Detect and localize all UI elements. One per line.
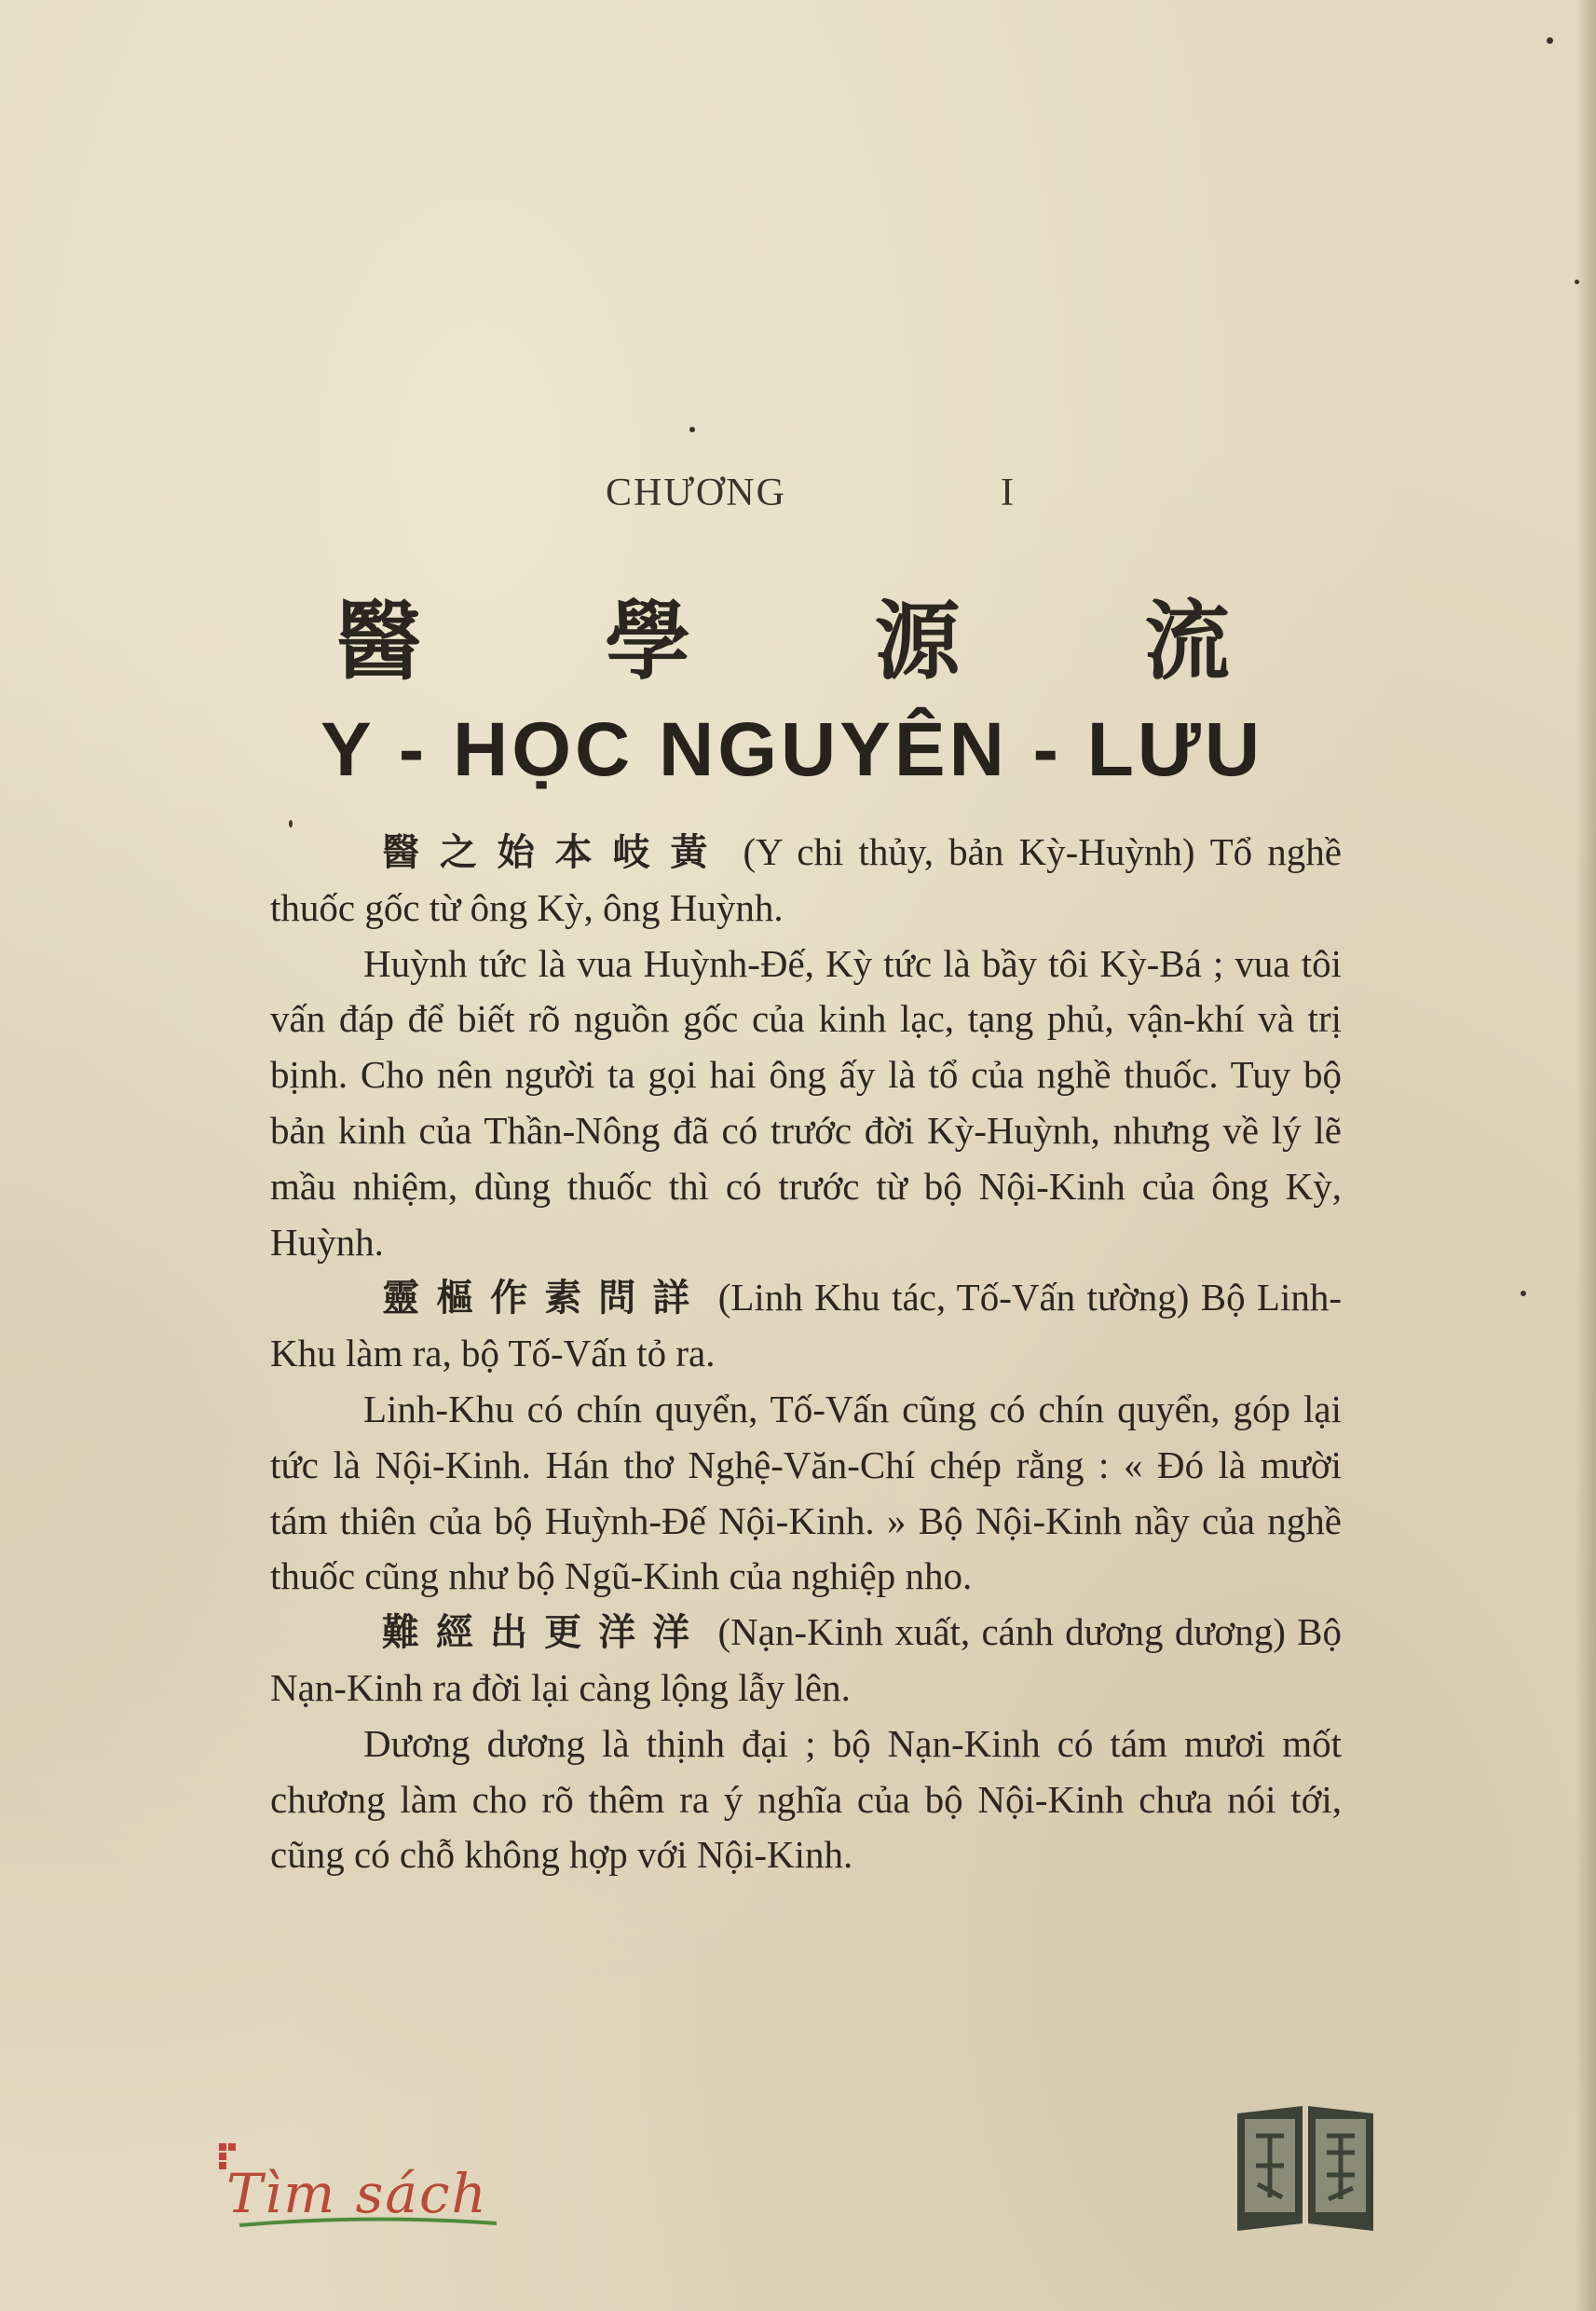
han-title-char: 學 <box>605 591 691 691</box>
han-quote: 醫之始本岐黃 <box>382 830 729 874</box>
han-title <box>335 573 1230 696</box>
explanation-paragraph: Linh-Khu có chín quyển, Tố-Vấn cũng có chín quyển, góp lại tức là Nội-Kinh. Hán thơ Nghệ-Văn-Chí chép rằng : « Đó là mười tám thiên của bộ Huỳnh-Đế Nội-Kinh. » Bộ Nội-Kinh nầy của nghề thuốc cũng như bộ Ngũ-Kinh của nghiệp nho. <box>270 1387 1342 1598</box>
explanation-paragraph: Huỳnh tức là vua Huỳnh-Đế, Kỳ tức là bầy tôi Kỳ-Bá ; vua tôi vấn đáp để biết rõ nguồn gốc của kinh lạc, tạng phủ, vận-khí và trị bịnh. Cho nên người ta gọi hai ông ấy là tổ của nghề thuốc. Tuy bộ bản kinh của Thần-Nông đã có trước đời Kỳ-Huỳnh, nhưng về lý lẽ mầu nhiệm, dùng thuốc thì có trước từ bộ Nội-Kinh của ông Kỳ, Huỳnh. <box>270 941 1342 1264</box>
chapter-label: CHƯƠNG <box>606 472 786 514</box>
tim-sach-logo <box>219 2143 508 2236</box>
ink-speck <box>1575 280 1579 284</box>
quote-paragraph <box>270 1605 1342 1716</box>
han-title-char: 流 <box>1143 591 1230 691</box>
chapter-heading <box>606 471 1016 515</box>
body-text <box>270 825 1342 1883</box>
quote-paragraph <box>270 1270 1342 1382</box>
ink-speck <box>689 427 695 432</box>
quote-text: (Nạn-Kinh xuất, cánh dương dương) Bộ Nạn-Kinh ra đời lại càng lộng lẫy lên. <box>270 1610 1342 1709</box>
page-edge-shadow <box>1576 0 1596 2311</box>
han-title-char: 醫 <box>335 591 422 691</box>
explanation-paragraph: Dương dương là thịnh đại ; bộ Nạn-Kinh có tám mươi mốt chương làm cho rõ thêm ra ý nghĩa của bộ Nội-Kinh chưa nói tới, cũng có chỗ không hợp với Nội-Kinh. <box>270 1721 1342 1877</box>
main-title: Y - HỌC NGUYÊN - LƯU <box>320 707 1264 792</box>
open-book-seal-icon <box>1230 2095 1381 2235</box>
logo-text: Tìm sách <box>226 2162 488 2225</box>
han-quote: 難經出更洋洋 <box>382 1610 707 1655</box>
chapter-number: I <box>1001 472 1016 514</box>
han-title-char: 源 <box>874 591 961 691</box>
ink-speck <box>1547 37 1553 44</box>
quote-text: (Y chi thủy, bản Kỳ-Huỳnh) Tổ nghề thuốc gốc từ ông Kỳ, ông Huỳnh. <box>270 830 1343 929</box>
han-quote: 靈樞作素問詳 <box>382 1276 707 1320</box>
quote-text: (Linh Khu tác, Tố-Vấn tường) Bộ Linh-Khu làm ra, bộ Tố-Vấn tỏ ra. <box>270 1276 1343 1375</box>
quote-paragraph <box>270 825 1342 937</box>
logo-swoosh-icon <box>238 2216 498 2229</box>
ink-speck <box>1521 1291 1526 1296</box>
